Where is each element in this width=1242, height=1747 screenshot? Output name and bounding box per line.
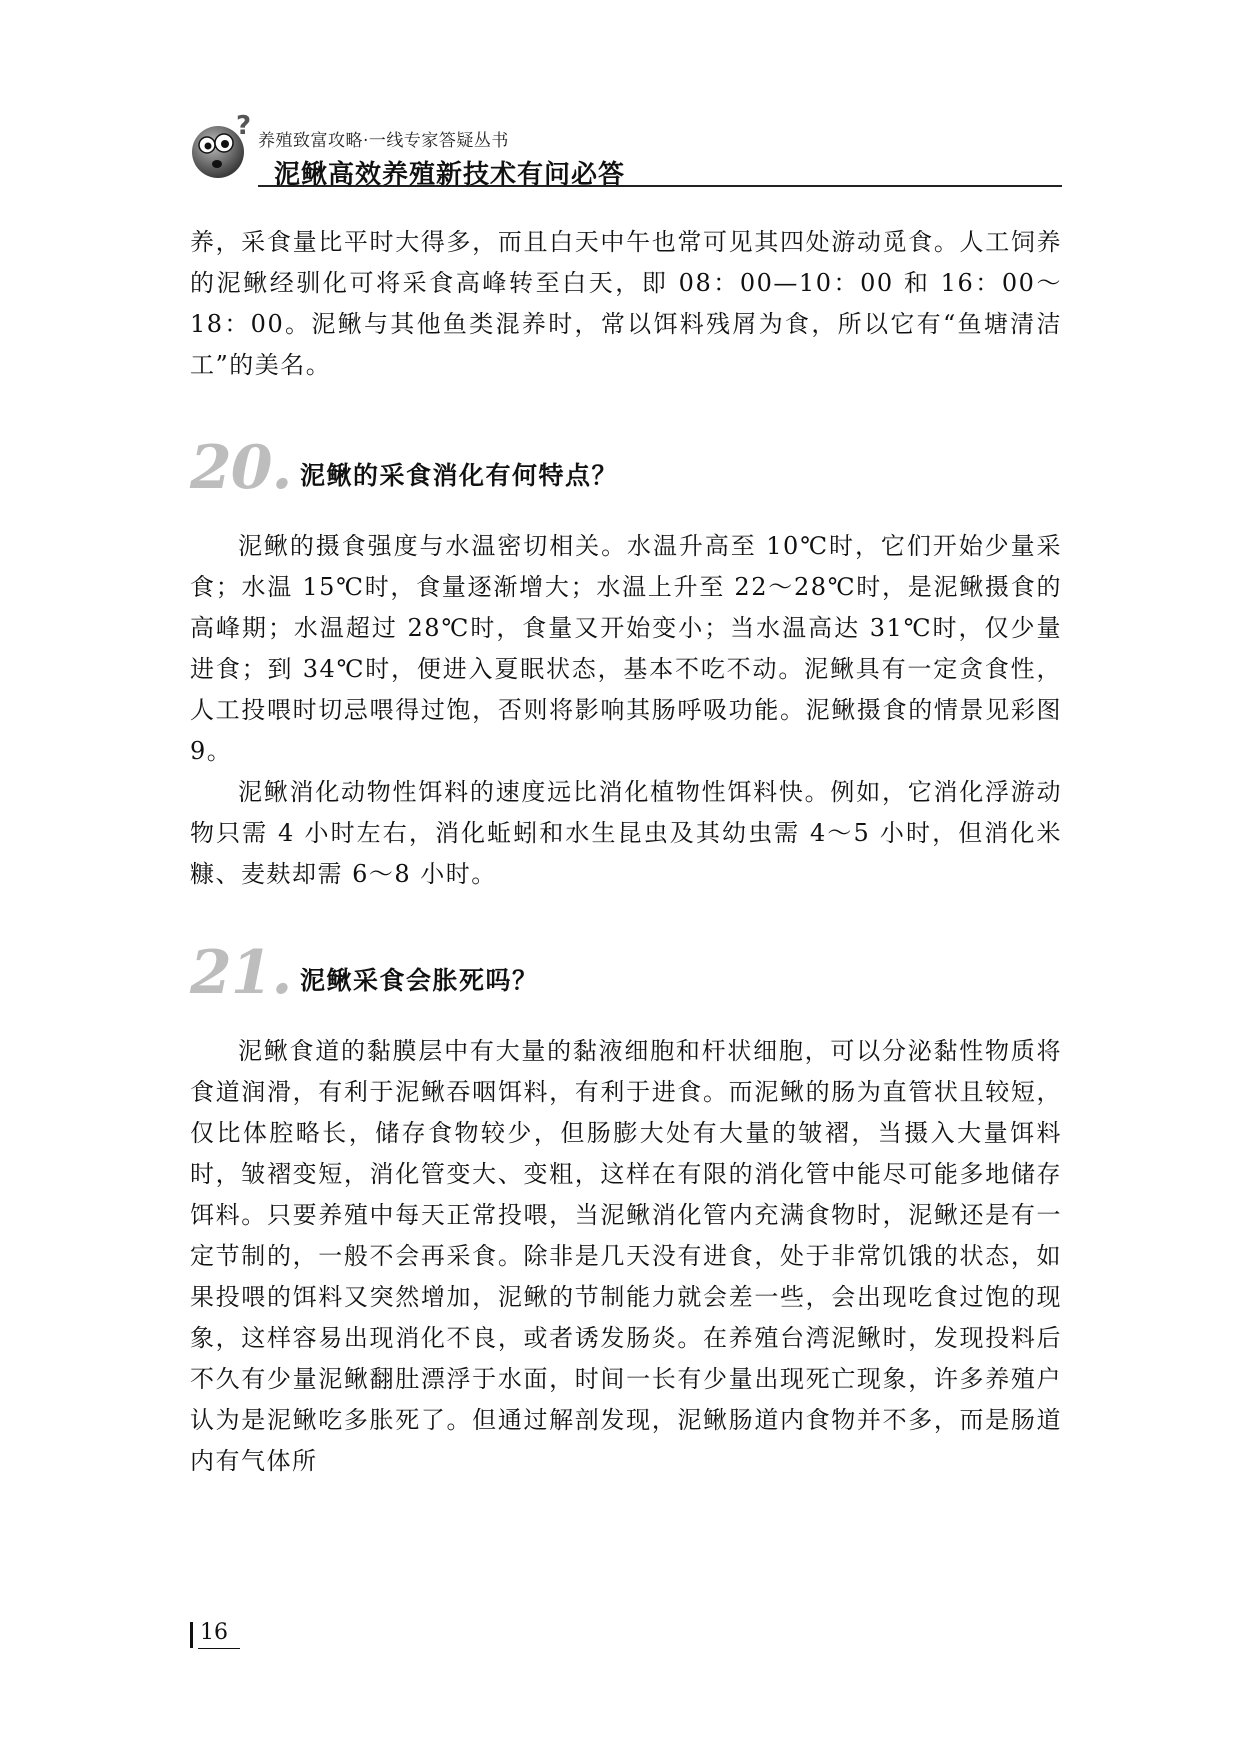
book-title: 泥鳅高效养殖新技术有问必答 — [274, 160, 626, 190]
question-title: 泥鳅的采食消化有何特点？ — [300, 461, 619, 490]
footer-bar — [190, 1622, 193, 1648]
answer-paragraph: 泥鳅的摄食强度与水温密切相关。水温升高至 10℃时，它们开始少量采食；水温 15℃时，食量逐渐增大；水温上升至 22～28℃时，是泥鳅摄食的高峰期；水温超过 28℃时，食量又开始变小；当水温高达 31℃时，仅少量进食；到 34℃时，便进入夏眠状态，基本不吃不动。泥鳅具有一定贪食性，人工投喂时切忌喂得过饱，否则将影响其肠呼吸功能。泥鳅摄食的情景见彩图 9。 — [190, 532, 1062, 765]
question-heading-21 — [190, 925, 1062, 1008]
intro-paragraph: 养，采食量比平时大得多，而且白天中午也常可见其四处游动觅食。人工饲养的泥鳅经驯化可将采食高峰转至白天，即 08：00—10：00 和 16：00～18：00。泥鳅与其他鱼类混养时，常以饵料残屑为食，所以它有“鱼塘清洁工”的美名。 — [190, 228, 1062, 379]
answer-paragraph: 泥鳅食道的黏膜层中有大量的黏液细胞和杆状细胞，可以分泌黏性物质将食道润滑，有利于泥鳅吞咽饵料，有利于进食。而泥鳅的肠为直管状且较短，仅比体腔略长，储存食物较少，但肠膨大处有大量的皱褶，当摄入大量饵料时，皱褶变短，消化管变大、变粗，这样在有限的消化管中能尽可能多地储存饵料。只要养殖中每天正常投喂，当泥鳅消化管内充满食物时，泥鳅还是有一定节制的，一般不会再采食。除非是几天没有进食，处于非常饥饿的状态，如果投喂的饵料又突然增加，泥鳅的节制能力就会差一些，会出现吃食过饱的现象，这样容易出现消化不良，或者诱发肠炎。在养殖台湾泥鳅时，发现投料后不久有少量泥鳅翻肚漂浮于水面，时间一长有少量出现死亡现象，许多养殖户认为是泥鳅吃多胀死了。但通过解剖发现，泥鳅肠道内食物并不多，而是肠道内有气体所 — [190, 1037, 1062, 1475]
answer-paragraph: 泥鳅消化动物性饵料的速度远比消化植物性饵料快。例如，它消化浮游动物只需 4 小时左右，消化蚯蚓和水生昆虫及其幼虫需 4～5 小时，但消化米糠、麦麸却需 6～8 小时。 — [190, 778, 1062, 888]
question-number: 21. — [190, 938, 292, 1008]
header-divider — [258, 185, 1062, 187]
footer-underline — [198, 1648, 240, 1649]
running-header — [186, 108, 1062, 190]
question-heading-20 — [190, 420, 1062, 503]
page-number: 16 — [200, 1620, 228, 1645]
series-name: 养殖致富攻略·一线专家答疑丛书 — [258, 131, 509, 151]
question-number: 20. — [190, 433, 292, 503]
page-body — [190, 222, 1062, 1482]
cartoon-face-logo-icon — [186, 112, 256, 182]
svg-text:?: ? — [236, 112, 252, 141]
question-title: 泥鳅采食会胀死吗？ — [300, 966, 539, 995]
